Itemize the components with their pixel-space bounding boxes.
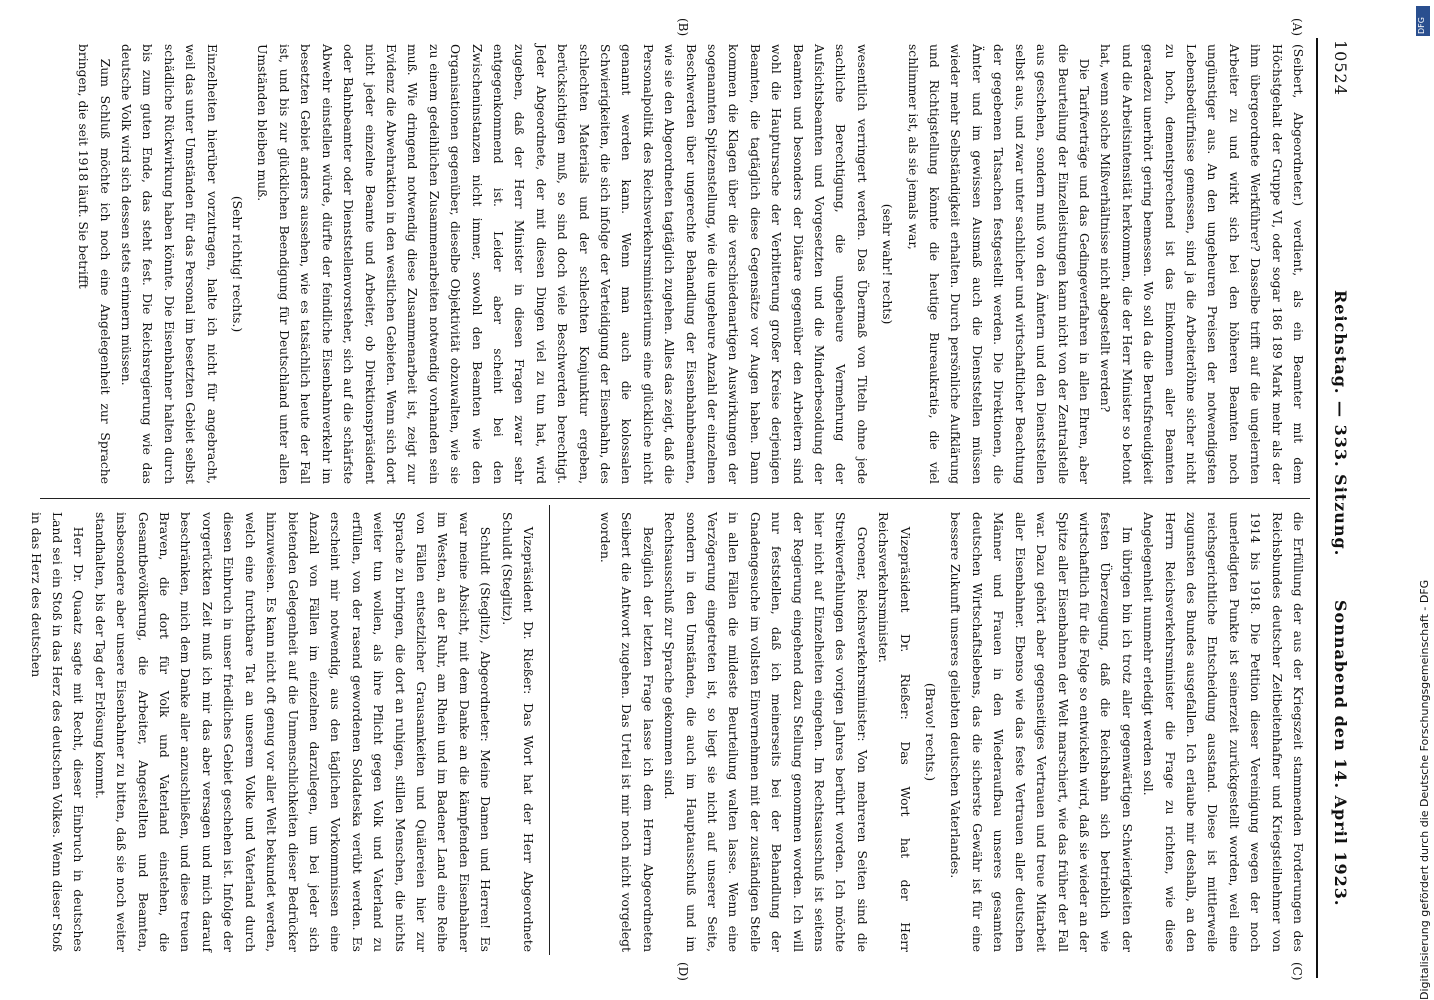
digitization-credit bbox=[1416, 20, 1432, 1000]
paragraph: Vizepräsident Dr. Rießer: Das Wort hat der Herr Reichsverkehrsminister. bbox=[876, 512, 912, 952]
paragraph: Groener, Reichsverkehrsminister: Von mehreren Seiten sind die Streikverfehlungen des vorigen Jahres berührt worden. Ich möchte hier nicht auf Einzelheiten eingehen. Im Rechtsausschuß ist seitens der Regierung eingehend dazu Stellung genommen worden. Ich will nur feststellen, daß ich meinerseits bei der Behandlung der Gnadengesuche im vollsten Einvernehmen mit der zuständigen Stelle in allen Fällen die mildeste Beurteilung walten lasse. Wenn eine Verzögerung eingetreten ist, so liegt sie nicht auf unserer Seite, sondern in den Umständen, die auch im Hauptausschuß und im Rechtsausschuß zur Sprache gekommen sind. bbox=[662, 512, 869, 952]
paragraph: Herr Dr. Quaatz sagte mit Recht, dieser Einbruch in deutsches Land sei ein Stoß in das Herz des deutschen Volkes. Wenn dieser Stoß in das Herz des deutschen bbox=[28, 512, 86, 952]
interjection: (Sehr richtig! rechts.) bbox=[230, 195, 245, 333]
paragraph: Vizepräsident Dr. Rießer: Das Wort hat der Herr Abgeordnete Schuldt (Steglitz). bbox=[499, 512, 535, 952]
column-left bbox=[48, 44, 1308, 484]
running-header bbox=[1324, 40, 1350, 970]
paragraph: Bezüglich der letzten Frage lasse ich dem Herrn Abgeordneten Seibert die Antwort zugehen. Das Urteil ist mir noch nicht vorgelegt worden. bbox=[598, 512, 655, 952]
paragraph: Zum Schluß möchte ich noch eine Angelegenheit zur Sprache bringen, die seit 1918 läuft. Sie betrifft bbox=[76, 44, 112, 484]
margin-mark-d: (D) bbox=[676, 962, 690, 981]
header-left-title: Reichstag. — 333. Sitzung. bbox=[1331, 290, 1350, 557]
page-number: 10524 bbox=[1331, 40, 1350, 96]
header-right-title: Sonnabend den 14. April 1923. bbox=[1331, 600, 1350, 907]
paragraph: Schuldt (Steglitz), Abgeordneter: Meine Damen und Herren! Es war meine Absicht, mit dem Danke an die kämpfenden Eisenbahner im Westen, an der Ruhr, am Rhein und im Badener Land eine Reihe von Fällen entsetzlicher Grausamkeiten und Quälereien hier zur Sprache zu bringen, die dort an ruhigen, stillen Menschen, die nichts weiter tun wollen, als ihre Pflicht gegen Volk und Vaterland zu erfüllen, von der rasend gewordenen Soldateska verübt werden. Es erscheint mir notwendig, aus den täglichen Vorkommnissen eine Anzahl von Fällen im einzelnen darzulegen, um bei jeder sich bietenden Gelegenheit auf die Unmenschlichkeiten dieser Bedrücker hinzuweisen. Es kann nicht oft genug vor aller Welt bekundet werden, welch eine furchtbare Tat an unserem Volke und Vaterland durch diesen Einbruch in unser friedliches Gebiet geschehen ist. Infolge der vorgerückten Zeit muß ich mir das aber versagen und mich darauf beschränken, mich dem Danke aller anzuschließen, und diese treuen Braven, die dort für Volk und Vaterland einstehen, die Gesamtbevölkerung, die Arbeiter, Angestellten und Beamten, insbesondere aber unsere Eisenbahner zu bitten, daß sie noch weiter standhalten, bis der Tag der Erlösung kommt. bbox=[92, 512, 493, 952]
paragraph: wesentlich verringert werden. Das Übermaß von Titeln ohne jede sachliche Berechtigung, die ungeheure Vermehrung der Aufsichtsbeamten und Vorgesetzten und die Minderbesoldung der Beamten und besonders der Diätare gegenüber den Arbeitern sind wohl die Hauptursache der Verbitterung großer Kreise derjenigen Beamten, die tagtäglich diese Gegensätze vor Augen haben. Dann kommen die Klagen über die verschiedenartigen Auswirkungen der sogenannten Spitzenstellung, wie die ungeheure Anzahl der einzelnen Beschwerden über ungerechte Behandlung der Eisenbahnbeamten, wie sie den Abgeordneten tagtäglich zugehen. Alles das zeigt, daß die Personalpolitik des Reichsverkehrsministeriums eine glückliche nicht genannt werden kann. Wenn man auch die kolossalen Schwierigkeiten, die sich infolge der Verteidigung der Eisenbahn, des schlechten Materials und der schlechten Konjunktur ergeben, berücksichtigen muß, so sind doch viele Beschwerden berechtigt. Jeder Abgeordnete, der mit diesen Dingen viel zu tun hat, wird zugeben, daß der Herr Minister in diesen Fragen zwar sehr entgegenkommend ist. Leider aber scheint bei den Zwischeninstanzen nicht immer, sowohl den Beamten wie den Organisationen gegenüber, dieselbe Objektivität obzuwalten, wie sie zu einem gedeihlichen Zusammenarbeiten notwendig vorhanden sein muß. Wie dringend notwendig diese Zusammenarbeit ist, zeigt zur Evidenz die Abwehraktion in den westlichen Gebieten. Wenn sich dort nicht jeder einzelne Beamte und Arbeiter, ob Direktionspräsident oder Bahnbeamter oder Dienststellenvorsteher, sich auf die schärfste Abwehr einstellen würde, dürfte der feindliche Eisenbahnverkehr im besetzten Gebiet anders aussehen, wie es tatsächlich heute der Fall ist, und bis zur glücklichen Beendigung für Deutschland unter allen Umständen bleiben muß. bbox=[255, 44, 869, 484]
margin-mark-b: (B) bbox=[676, 18, 690, 37]
column-right-top bbox=[508, 512, 1308, 952]
paragraph: (Seibert, Abgeordneter.) verdient, als ein Beamter mit dem Höchstgehalt der Gruppe VI, oder sogar 186 189 Mark mehr als der ihm übergeordnete Werkführer? Dasselbe trifft auf die ungelernten Arbeiter zu und wirkt sich bei den höheren Beamten noch ungünstiger aus. An den ungeheuren Preisen der notwendigsten Lebensbedürfnisse gemessen, sind ja die Arbeiterlöhne sicher nicht zu hoch, dementsprechend ist das Einkommen aller Beamten geradezu unerhört gering bemessen. Wo soll da die Berufsfreudigkeit und die Arbeitsintensität herkommen, die der Herr Minister so betont hat, wenn solche Mißverhältnisse nicht abgestellt werden? bbox=[1098, 44, 1305, 484]
header-rule bbox=[1316, 38, 1318, 978]
interjection: (Bravo! rechts.) bbox=[923, 682, 938, 782]
column-divider bbox=[40, 498, 1310, 499]
paragraph: Im übrigen bin ich trotz aller gegenwärtigen Schwierigkeiten der festen Überzeugung, daß die Reichsbahn sich betrieblich wie wirtschaftlich für die Folge so entwickeln wird, daß sie wieder an der Spitze aller Eisenbahnen der Welt marschiert, wie das früher der Fall war. Dazu gehört aber gegenseitiges Vertrauen und treue Mitarbeit aller Eisenbahner. Ebenso wie das feste Vertrauen aller deutschen Männer und Frauen in den Wiederaufbau unseres gesamten deutschen Wirtschaftslebens, das die sicherste Gewähr ist für eine bessere Zukunft unseres geliebten deutschen Vaterlandes. bbox=[948, 512, 1134, 952]
column-right-bottom bbox=[28, 512, 538, 952]
speech-divider bbox=[549, 505, 550, 955]
margin-mark-a: (A) bbox=[1290, 18, 1304, 37]
paragraph: Einzelheiten hierüber vorzutragen, halte ich nicht für angebracht, weil das unter Umständen für das Personal im besetzten Gebiet selbst schädliche Rückwirkung haben könnte. Die Eisenbahner halten durch bis zum guten Ende, das steht fest. Die Reichsregierung wie das deutsche Volk wird sich dessen stets erinnern müssen. bbox=[119, 44, 219, 484]
paragraph: Die Tarifverträge und das Gedingeverfahren in allen Ehren, aber die Beurteilung der Einzelleistungen kann nicht von der Zentralstelle aus geschehen, sondern muß von den Ämtern und den Dienststellen selbst aus, und zwar unter sachlicher und wirtschaftlicher Beachtung der gegebenen Tatsachen festgestellt werden. Die Direktionen, die Ämter und im gewissen Ausmaß auch die Dienststellen müssen wieder mehr Selbständigkeit erhalten. Durch persönliche Aufklärung und Richtigstellung könnte die heutige Bureaukratie, die viel schlimmer ist, als sie jemals war, bbox=[905, 44, 1091, 484]
interjection: (sehr wahr! rechts) bbox=[880, 203, 895, 325]
margin-mark-c: (C) bbox=[1290, 962, 1304, 981]
credit-text: Digitalisierung gefördert durch die Deutsche Forschungsgemeinschaft - DFG bbox=[1418, 579, 1431, 1000]
paragraph: die Erfüllung der aus der Kriegszeit stammenden Forderungen des Reichsbundes deutscher Zeitbeitenhafner und Kriegsteilnehmer von 1914 bis 1918. Die Petition dieser Vereinigung wegen der noch unerledigten Punkte ist seinerzeit zurückgestellt worden, weil eine reichsgerichtliche Entscheidung ausstand. Diese ist mittlerweile zugunsten des Bundes ausgefallen. Ich erlaube mir deshalb, an den Herrn Reichsverkehrsminister die Frage zu richten, wie diese Angelegenheit nunmehr erledigt werden soll. bbox=[1141, 512, 1305, 952]
dfg-logo: DFG bbox=[1416, 6, 1430, 36]
